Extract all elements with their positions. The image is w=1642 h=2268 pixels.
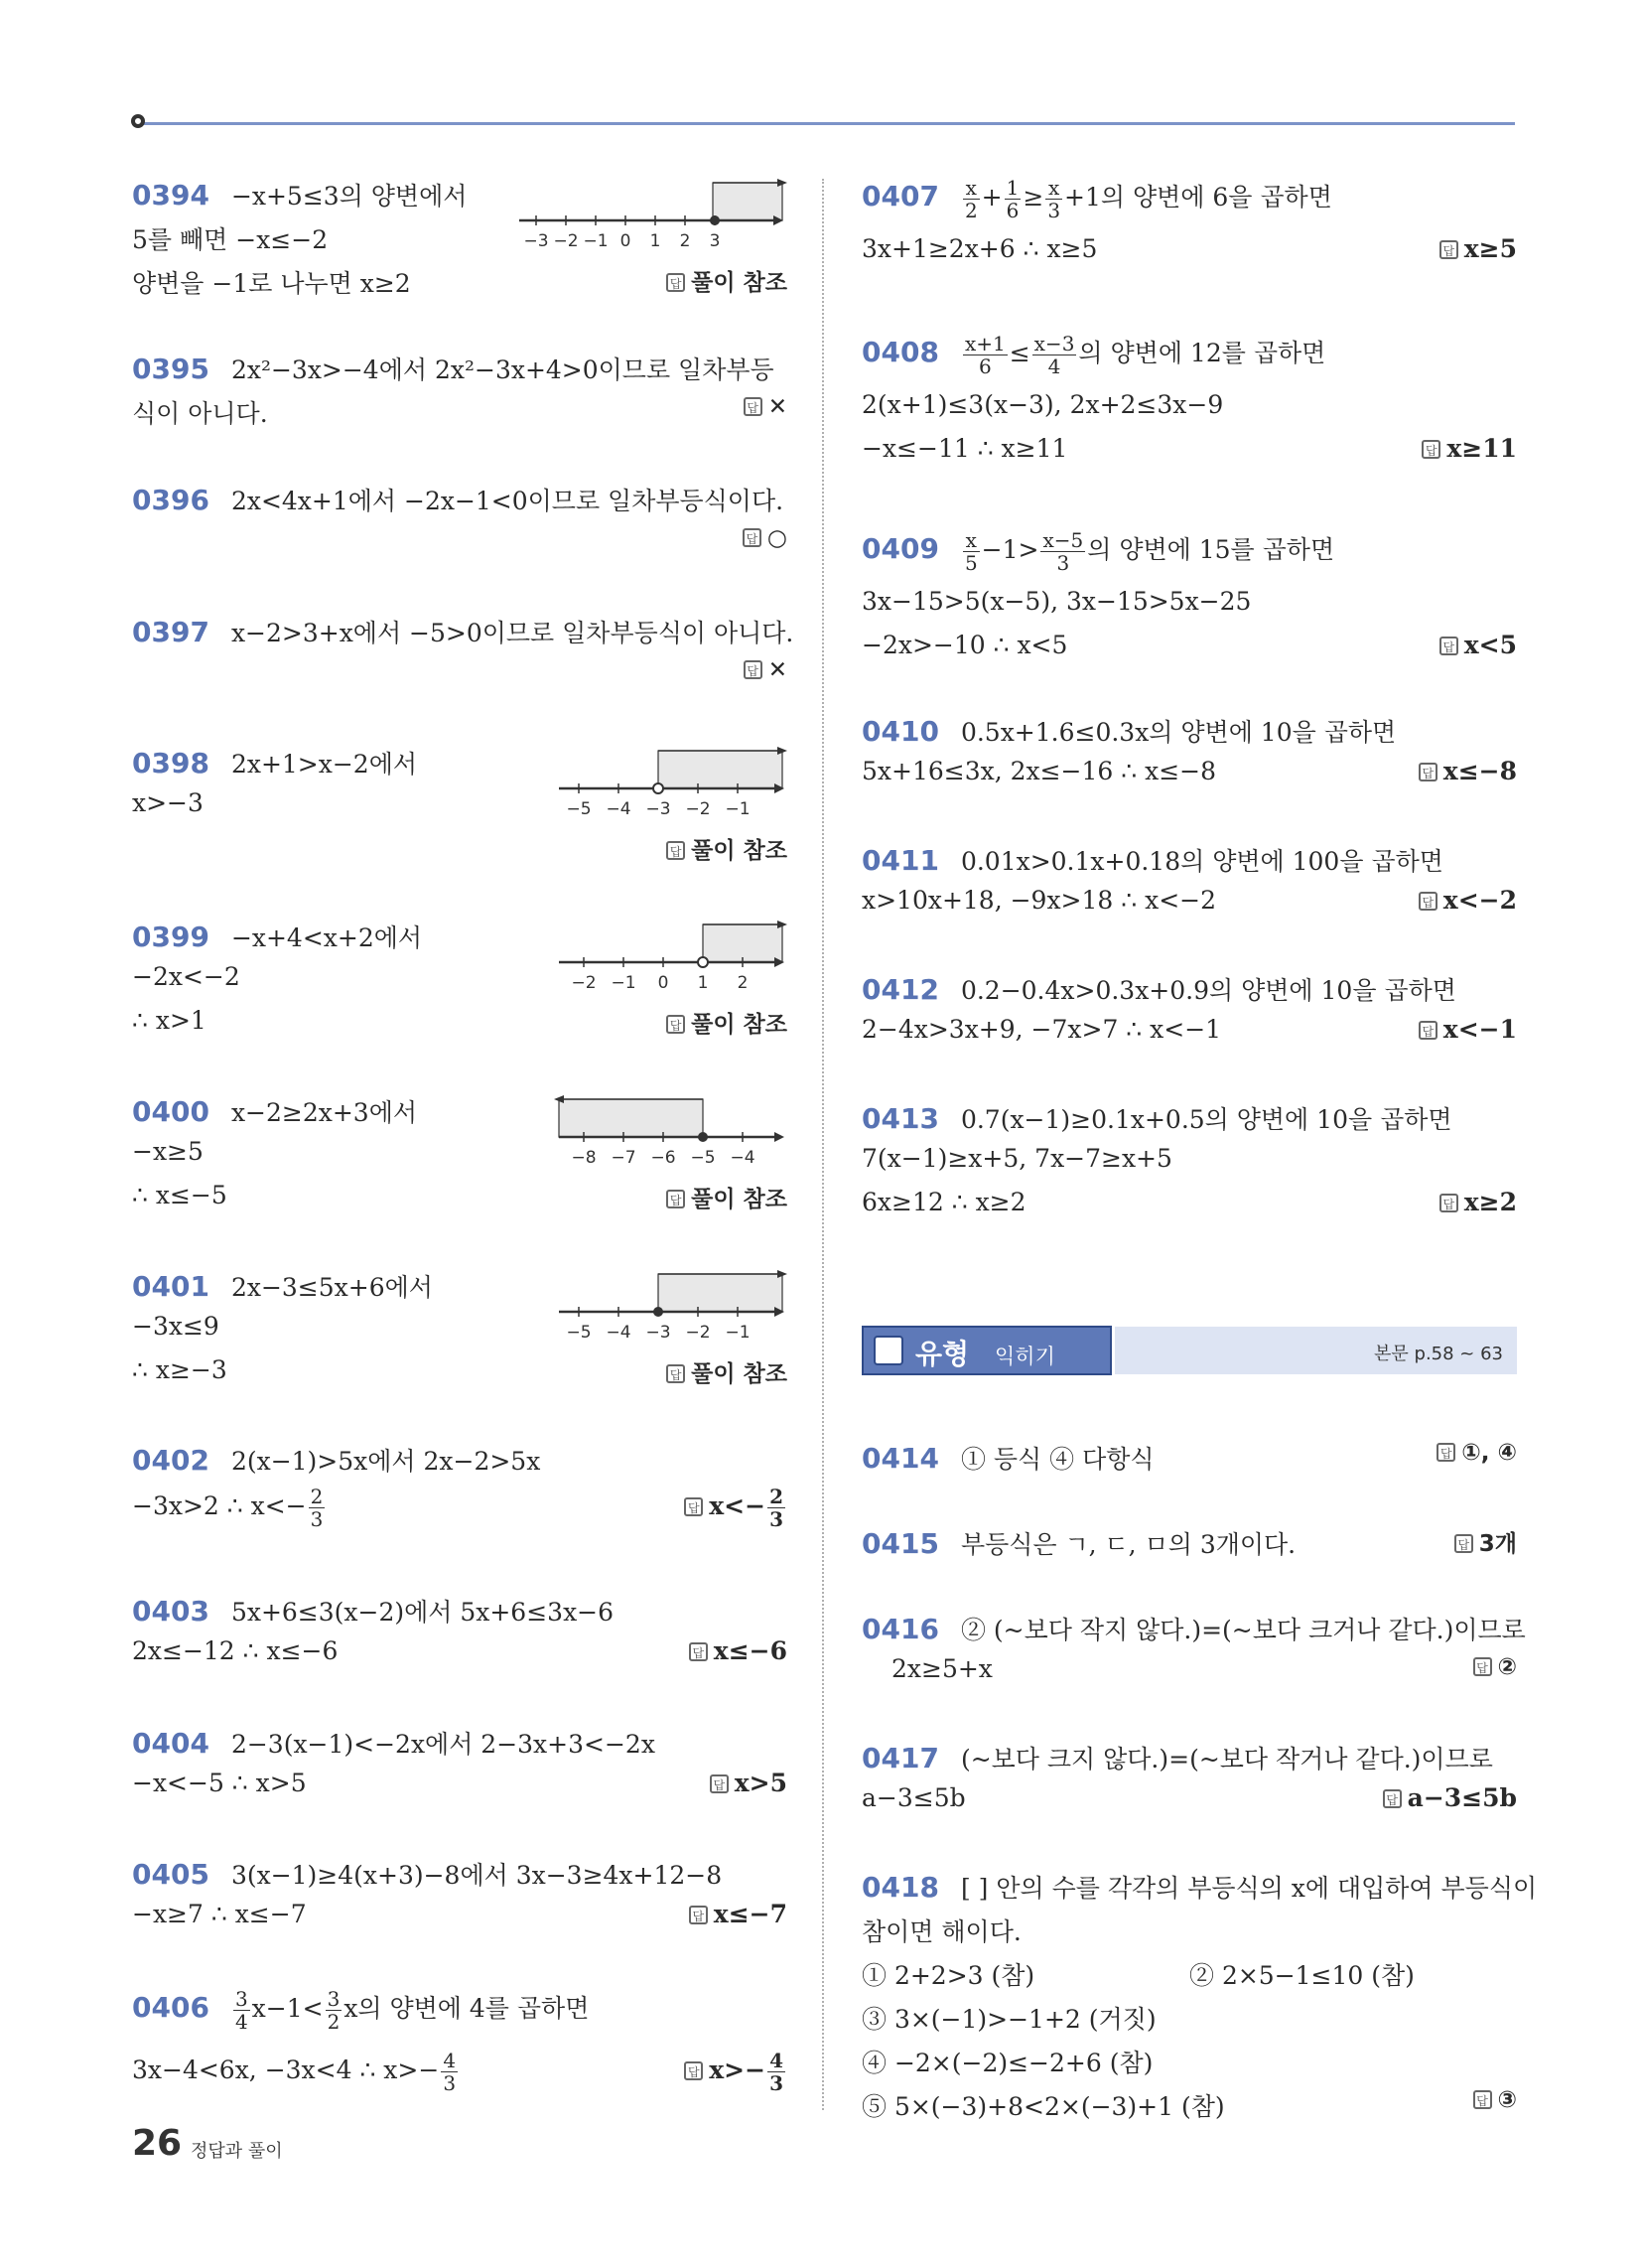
numerator: 1 [1006,176,1020,200]
line-text: + [981,183,1003,212]
solution-line [132,1988,589,2033]
answer [666,832,787,865]
answer [1419,1015,1517,1044]
answer-text: ② [1497,1654,1517,1680]
answer [1439,234,1517,263]
picture-icon [874,1336,903,1365]
solution-line: 2x−3≤5x+6에서 [230,1273,433,1302]
problem-number: 0412 [862,973,939,1006]
answer [684,2050,787,2094]
fraction [963,177,980,221]
page-number: 26 [132,2123,183,2164]
numerator: 4 [769,2049,783,2072]
line-text: 3x−4<6x, −3x<4 ∴ x>− [132,2055,440,2084]
denominator: 4 [234,2010,248,2034]
solution-point [710,215,720,225]
answer-mark-icon [684,2061,703,2080]
problem-number: 0415 [862,1527,939,1560]
answer [689,1900,787,1928]
solution-line: ② (~보다 작지 않다.)=(~보다 크거나 같다.)이므로 [960,1616,1526,1644]
answer-mark-icon [666,1015,685,1034]
answer-text: x≥11 [1446,434,1517,463]
solution-line: [ ] 안의 수를 각각의 부등식의 x에 대입하여 부등식이 [960,1874,1538,1903]
solution-line: 2(x−1)>5x에서 2x−2>5x [230,1447,541,1476]
solution-line: 참이면 해이다. [862,1917,1022,1946]
solution-point [653,1307,663,1317]
answer-mark-icon [744,397,762,416]
solution-line: −x≥5 [132,1137,204,1166]
fraction [326,1988,342,2033]
choice-item: ② 2×5−1≤10 (참) [1189,1961,1415,1990]
header-rule [139,122,1515,125]
tick-label: −5 [566,799,592,819]
solution-line: 3x+1≥2x+6 ∴ x≥5 [862,234,1098,263]
solution-line: 0.5x+1.6≤0.3x의 양변에 10을 곱하면 [960,718,1397,747]
problem-number: 0417 [862,1742,939,1774]
line-text: +1의 양변에 6을 곱하면 [1064,183,1332,212]
solution-line: −x+4<x+2에서 [230,923,423,952]
solution-line [862,529,1334,574]
solution-point [698,1132,708,1142]
solution-line: 5x+6≤3(x−2)에서 5x+6≤3x−6 [230,1598,615,1627]
denominator: 2 [964,199,978,222]
number-line [554,1093,787,1171]
answer [689,1636,787,1665]
answer-text: 3개 [1478,1531,1517,1557]
solution-line: x−2>3+x에서 −5>0이므로 일차부등식이 아니다. [230,619,794,647]
number-line [554,745,787,822]
answer-text: x>5 [734,1769,787,1797]
tick-label: −3 [645,1323,671,1343]
line-text: x−1< [251,1994,324,2023]
answer-text: x≥2 [1463,1188,1517,1216]
numerator: 2 [769,1485,783,1508]
answer-mark-icon [666,841,685,860]
answer [710,1769,787,1797]
solution-line: ∴ x>1 [132,1006,206,1035]
denominator: 3 [1047,199,1061,222]
choice-item: ③ 3×(−1)>−1+2 (거짓) [862,2005,1157,2034]
fraction [767,2050,785,2094]
solution-line: ∴ x≥−3 [132,1355,227,1384]
banner-label [862,1326,1112,1375]
answer-mark-icon [1454,1534,1473,1553]
answer-mark-icon [1419,892,1437,911]
numerator: x [963,177,980,200]
solution-line: 양변을 −1로 나누면 x≥2 [132,269,411,298]
answer-mark-icon [666,1364,685,1383]
answer-text: x<−2 [1442,886,1517,915]
solution-point [653,783,663,793]
numerator: x+1 [964,332,1006,355]
answer-mark-icon [744,660,762,679]
answer-mark-icon [666,1190,685,1208]
solution-line: 2−4x>3x+9, −7x>7 ∴ x<−1 [862,1015,1222,1044]
answer-mark-icon [684,1497,703,1516]
problem-number: 0414 [862,1442,939,1475]
tick-label: 1 [697,973,709,993]
problem-number: 0418 [862,1871,939,1904]
tick-label: −1 [611,973,636,993]
solution-line: 식이 아니다. [132,399,268,428]
solution-line: 2x+1>x−2에서 [230,750,417,779]
solution-line: −2x>−10 ∴ x<5 [862,631,1068,659]
numerator: x−5 [1042,528,1084,552]
answer-text: x≤−7 [713,1900,787,1928]
answer [666,264,787,297]
solution-line: a−3≤5b [862,1783,966,1812]
solution-line: x>−3 [132,788,204,817]
problem-number: 0395 [132,353,209,385]
tick-label: 2 [679,231,691,251]
problem-number: 0411 [862,844,939,877]
answer-text: x≤−8 [1442,757,1517,785]
answer [1383,1783,1517,1812]
problem-number: 0413 [862,1102,939,1135]
answer-text: x<− [709,1491,766,1520]
answer-mark-icon [1419,1021,1437,1040]
solution-line [132,2050,460,2094]
tick-label: 1 [649,231,661,251]
tick-label: −4 [606,1323,631,1343]
solution-line: −x≤−11 ∴ x≥11 [862,434,1068,463]
line-text: 의 양변에 15를 곱하면 [1087,535,1335,564]
fraction [309,1486,326,1530]
tick-label: 2 [737,973,749,993]
answer-text: 풀이 참조 [691,1187,787,1212]
answer-mark-icon [1473,2090,1492,2109]
header-bullet [131,114,145,128]
answer-text: 풀이 참조 [691,1012,787,1038]
tick-label: −2 [685,1323,711,1343]
denominator: 5 [964,551,978,575]
choice-item: ⑤ 5×(−3)+8<2×(−3)+1 (참) [862,2092,1225,2121]
answer-text: ③ [1497,2087,1517,2113]
answer [1473,2087,1517,2113]
solution-line: 부등식은 ㄱ, ㄷ, ㅁ의 3개이다. [960,1530,1297,1559]
tick-label: −3 [645,799,671,819]
fraction [1045,177,1062,221]
numerator: 3 [327,1987,341,2011]
answer [744,657,787,683]
denominator: 3 [769,2071,783,2095]
numerator: x [1045,177,1062,200]
solution-line: ① 등식 ④ 다항식 [960,1445,1155,1474]
denominator: 3 [443,2071,457,2095]
solution-line: 2x<4x+1에서 −2x−1<0이므로 일차부등식이다. [230,487,784,515]
number-line [554,1268,787,1346]
line-text: −3x>2 ∴ x<− [132,1491,307,1520]
problem-number: 0402 [132,1444,209,1477]
answer [744,394,787,420]
answer-mark-icon [1439,240,1458,259]
numerator: x−3 [1033,332,1075,355]
solution-line: x−2≥2x+3에서 [230,1098,417,1127]
tick-label: 0 [619,231,631,251]
solution-line: 0.7(x−1)≥0.1x+0.5의 양변에 10을 곱하면 [960,1105,1452,1134]
solution-line: 0.01x>0.1x+0.18의 양변에 100을 곱하면 [960,847,1443,876]
fraction [1005,177,1022,221]
answer [1419,886,1517,915]
denominator: 4 [1047,354,1061,378]
choice-item: ① 2+2>3 (참) [862,1961,1035,1990]
tick-label: −1 [583,231,609,251]
solution-line: 2x≥5+x [891,1654,993,1683]
tick-label: 3 [709,231,721,251]
tick-label: −2 [553,231,579,251]
tick-label: −2 [571,973,597,993]
section-subtitle: 익히기 [995,1345,1055,1368]
answer-mark-icon [689,1642,708,1661]
numerator: 3 [234,1987,248,2011]
denominator: 3 [769,1507,783,1531]
denominator: 3 [1056,551,1070,575]
problem-number: 0399 [132,921,209,953]
solution-line [862,177,1332,221]
answer [666,1181,787,1213]
problem-number: 0407 [862,180,939,213]
answer-text: ✕ [767,657,787,683]
denominator: 6 [1006,199,1020,222]
answer-mark-icon [1422,440,1440,459]
fraction [1040,529,1085,574]
answer [1439,1188,1517,1216]
fraction [1032,333,1077,377]
solution-line: 3(x−1)≥4(x+3)−8에서 3x−3≥4x+12−8 [230,1861,723,1890]
answer-mark-icon [689,1906,708,1924]
solution-line: 2−3(x−1)<−2x에서 2−3x+3<−2x [230,1730,655,1759]
answer-text: ①, ④ [1461,1440,1517,1466]
answer [666,1355,787,1388]
number-line [554,919,787,996]
column-divider [822,179,824,2110]
section-banner [862,1326,1517,1375]
line-text: ≤ [1009,339,1030,367]
problem-number: 0396 [132,484,209,516]
answer-mark-icon [1439,637,1458,655]
solution-line: 5x+16≤3x, 2x≤−16 ∴ x≤−8 [862,757,1217,785]
solution-line: −3x≤9 [132,1312,219,1341]
numerator: 2 [310,1485,324,1508]
answer-mark-icon [1419,763,1437,781]
problem-number: 0398 [132,747,209,780]
denominator: 3 [310,1507,324,1531]
denominator: 2 [327,2010,341,2034]
tick-label: −5 [566,1323,592,1343]
solution-line: −x<−5 ∴ x>5 [132,1769,307,1797]
problem-number: 0409 [862,532,939,565]
problem-number: 0403 [132,1595,209,1628]
problem-number: 0405 [132,1858,209,1891]
solution-line: 2x≤−12 ∴ x≤−6 [132,1636,339,1665]
answer-mark-icon [710,1774,729,1793]
solution-line: −2x<−2 [132,962,240,991]
line-text: −1> [981,535,1039,564]
tick-label: −1 [725,799,751,819]
problem-number: 0406 [132,1991,209,2024]
fraction [963,333,1008,377]
fraction [963,529,980,574]
number-line [509,177,787,254]
fraction [767,1486,785,1530]
problem-number: 0394 [132,179,209,212]
tick-label: −5 [690,1148,716,1168]
answer [1419,757,1517,785]
answer [743,525,787,551]
solution-line: −x≥7 ∴ x≤−7 [132,1900,307,1928]
line-text: x의 양변에 4를 곱하면 [343,1994,590,2023]
numerator: 4 [443,2049,457,2072]
answer-text: ○ [766,525,787,551]
line-text: ≥ [1023,183,1044,212]
answer [1439,631,1517,659]
problem-number: 0400 [132,1095,209,1128]
answer [1422,434,1517,463]
answer-text: 풀이 참조 [691,1361,787,1387]
section-title: 유형 [915,1338,970,1370]
solution-line: (~보다 크지 않다.)=(~보다 작거나 같다.)이므로 [960,1745,1493,1773]
answer [1437,1440,1517,1466]
answer-text: x>− [709,2055,766,2084]
problem-number: 0408 [862,336,939,368]
solution-line: x>10x+18, −9x>18 ∴ x<−2 [862,886,1217,915]
solution-line: 5를 빼면 −x≤−2 [132,225,329,254]
fraction [233,1988,250,2033]
solution-line: 2x²−3x>−4에서 2x²−3x+4>0이므로 일차부등 [230,355,774,384]
line-text: 의 양변에 12를 곱하면 [1078,339,1326,367]
answer-mark-icon [1383,1789,1402,1808]
fraction [441,2050,458,2094]
problem-number: 0410 [862,715,939,748]
problem-number: 0397 [132,616,209,648]
problem-number: 0401 [132,1270,209,1303]
answer [1454,1525,1517,1558]
answer [666,1006,787,1039]
tick-label: −3 [523,231,549,251]
answer-text: x<5 [1463,631,1517,659]
solution-point [698,957,708,967]
answer-text: x≥5 [1463,234,1517,263]
solution-line: 3x−15>5(x−5), 3x−15>5x−25 [862,587,1252,616]
tick-label: 0 [657,973,669,993]
tick-label: −4 [606,799,631,819]
answer-text: a−3≤5b [1407,1783,1517,1812]
answer-mark-icon [743,528,761,547]
solution-line: 2(x+1)≤3(x−3), 2x+2≤3x−9 [862,390,1224,419]
tick-label: −4 [730,1148,755,1168]
answer-mark-icon [666,273,685,292]
solution-line [862,333,1325,377]
tick-label: −6 [650,1148,676,1168]
solution-line: 7(x−1)≥x+5, 7x−7≥x+5 [862,1144,1172,1173]
problem-number: 0416 [862,1613,939,1645]
numerator: x [963,529,980,552]
answer-text: 풀이 참조 [691,838,787,864]
solution-line: 6x≥12 ∴ x≥2 [862,1188,1026,1216]
answer-text: x≤−6 [713,1636,787,1665]
answer-text: ✕ [767,394,787,420]
answer-mark-icon [1437,1443,1455,1462]
answer-mark-icon [1473,1657,1492,1676]
solution-line: 0.2−0.4x>0.3x+0.9의 양변에 10을 곱하면 [960,976,1456,1005]
tick-label: −1 [725,1323,751,1343]
problem-number: 0404 [132,1727,209,1760]
solution-line: ∴ x≤−5 [132,1181,227,1209]
answer [1473,1654,1517,1680]
denominator: 6 [978,354,992,378]
choice-item: ④ −2×(−2)≤−2+6 (참) [862,2049,1154,2077]
tick-label: −2 [685,799,711,819]
page-reference: 본문 p.58 ~ 63 [1374,1344,1503,1364]
footer-label: 정답과 풀이 [191,2141,283,2162]
answer [684,1486,787,1530]
answer-text: 풀이 참조 [691,270,787,296]
tick-label: −7 [611,1148,636,1168]
answer-text: x<−1 [1442,1015,1517,1044]
solution-line: −x+5≤3의 양변에서 [230,182,468,211]
solution-line [132,1486,327,1530]
answer-mark-icon [1439,1194,1458,1212]
tick-label: −8 [571,1148,597,1168]
